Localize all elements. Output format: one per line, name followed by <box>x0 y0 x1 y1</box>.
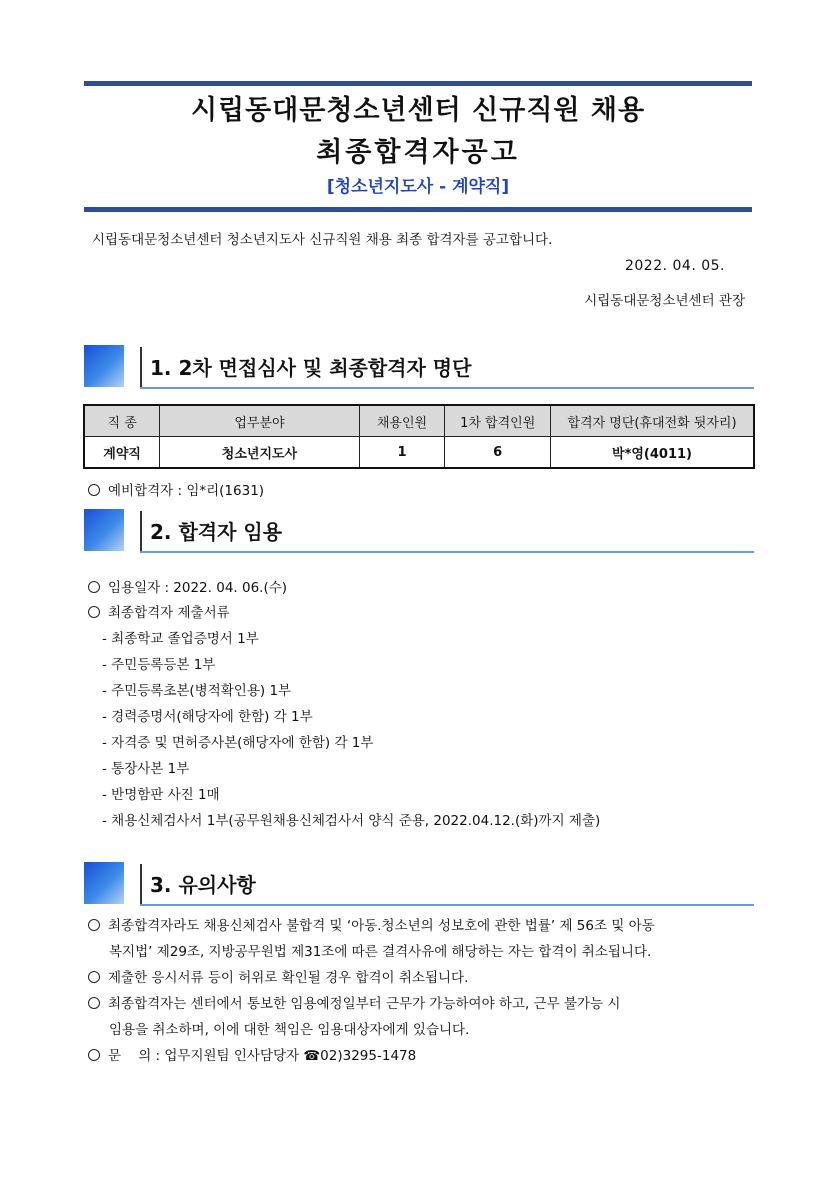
section-1-title: 1. 2차 면접심사 및 최종합격자 명단 <box>150 356 472 380</box>
bullet-circle-icon <box>88 1049 100 1061</box>
list-item: - 채용신체검사서 1부(공무원채용신체검사서 양식 준용, 2022.04.12.(화)까지 제출) <box>102 813 601 829</box>
docs-title: 최종합격자 제출서류 <box>108 605 230 621</box>
table-cell: 계약직 <box>84 437 160 469</box>
section-marker-icon <box>84 509 124 551</box>
table-cell: 1 <box>359 437 445 469</box>
table-cell: 박*영(4011) <box>551 437 754 469</box>
bullet-circle-icon <box>88 919 100 931</box>
page-subtitle: [청소년지도사 - 계약직] <box>326 177 510 197</box>
note-3-continued: 임용을 취소하며, 이에 대한 책임은 임용대상자에게 있습니다. <box>109 1022 470 1038</box>
table-header: 채용인원 <box>359 405 445 437</box>
header-top-rule <box>84 81 752 86</box>
bullet-circle-icon <box>88 484 100 496</box>
list-item: - 최종학교 졸업증명서 1부 <box>102 631 259 647</box>
page-title-line2: 최종합격자공고 <box>316 137 520 168</box>
bullet-circle-icon <box>88 971 100 983</box>
table-cell: 청소년지도사 <box>160 437 359 469</box>
header-bottom-rule <box>84 207 752 212</box>
issuer: 시립동대문청소년센터 관장 <box>584 293 745 309</box>
section-marker-icon <box>84 862 124 904</box>
appoint-date-line <box>88 576 287 596</box>
notice-date: 2022. 04. 05. <box>624 258 725 274</box>
list-item: - 경력증명서(해당자에 한함) 각 1부 <box>102 709 313 725</box>
list-item: - 통장사본 1부 <box>102 761 190 777</box>
note-3: 최종합격자는 센터에서 통보한 임용예정일부터 근무가 가능하여야 하고, 근무 불가능 시 <box>88 992 620 1012</box>
table-header-row <box>84 405 754 437</box>
note-1: 최종합격자라도 채용신체검사 불합격 및 ‘아동.청소년의 성보호에 관한 법률’ 제 56조 및 아동 <box>88 914 655 934</box>
bullet-circle-icon <box>88 997 100 1009</box>
result-table <box>83 404 755 469</box>
intro-text: 시립동대문청소년센터 청소년지도사 신규직원 채용 최종 합격자를 공고합니다. <box>92 232 553 248</box>
reserve-line <box>88 479 264 499</box>
section-marker-icon <box>84 345 124 387</box>
section-3-header <box>84 862 754 906</box>
docs-title-line <box>88 601 230 621</box>
list-item: - 주민등록등본 1부 <box>102 657 216 673</box>
page-title: 시립동대문청소년센터 신규직원 채용 <box>190 95 646 126</box>
list-item: - 자격증 및 면허증사본(해당자에 한함) 각 1부 <box>102 735 374 751</box>
appoint-date: 임용일자 : 2022. 04. 06.(수) <box>108 580 288 596</box>
table-header: 직 종 <box>84 405 160 437</box>
reserve-text: 예비합격자 : 임*리(1631) <box>108 483 265 499</box>
section-3-title: 3. 유의사항 <box>150 873 256 897</box>
section-2-header <box>84 509 754 553</box>
table-row <box>84 437 754 469</box>
contact-line <box>88 1044 416 1064</box>
contact-text: 문 의 : 업무지원팀 인사담당자 ☎02)3295-1478 <box>108 1048 417 1064</box>
note-2: 제출한 응시서류 등이 허위로 확인될 경우 합격이 취소됩니다. <box>88 966 468 986</box>
table-header: 1차 합격인원 <box>445 405 551 437</box>
list-item: - 주민등록초본(병적확인용) 1부 <box>102 683 292 699</box>
table-cell: 6 <box>445 437 551 469</box>
list-item: - 반명함판 사진 1매 <box>102 787 220 803</box>
section-1-header <box>84 345 754 389</box>
section-2-title: 2. 합격자 임용 <box>150 520 283 544</box>
bullet-circle-icon <box>88 581 100 593</box>
note-1-continued: 복지법’ 제29조, 지방공무원법 제31조에 따른 결격사유에 해당하는 자는 합격이 취소됩니다. <box>109 944 652 960</box>
table-header: 업무분야 <box>160 405 359 437</box>
bullet-circle-icon <box>88 606 100 618</box>
table-header: 합격자 명단(휴대전화 뒷자리) <box>551 405 754 437</box>
